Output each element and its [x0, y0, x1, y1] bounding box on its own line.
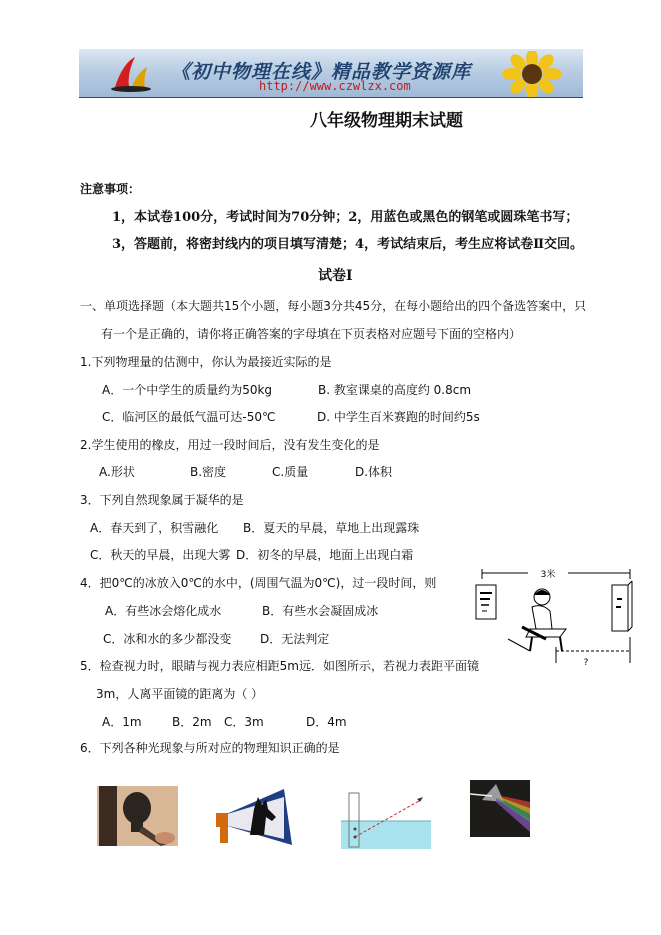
banner-url[interactable]: http://www.czwlzx.com — [259, 79, 411, 93]
question-5-option-d: D．4m — [306, 715, 347, 729]
question-5-stem-cont: 3m，人离平面镜的距离为（ ） — [96, 687, 264, 701]
question-3-option-d: D．初冬的早晨，地面上出现白霜 — [236, 548, 414, 562]
question-5-option-c: C．3m — [224, 715, 264, 729]
question-5-stem: 5．检查视力时，眼睛与视力表应相距5m远．如图所示，若视力表距平面镜 — [80, 659, 479, 673]
question-1-option-c: C．临河区的最低气温可达-50℃ — [102, 410, 276, 424]
question-2-option-b: B.密度 — [190, 465, 227, 479]
figure-bottom-label: ? — [583, 658, 589, 668]
page-title: 八年级物理期末试题 — [310, 111, 463, 131]
logo-icon — [109, 53, 153, 93]
question-1-option-d: D. 中学生百米赛跑的时间约5s — [317, 410, 480, 424]
question-4-option-b: B．有些水会凝固成冰 — [262, 604, 379, 618]
paper-label: 试卷Ⅰ — [318, 268, 353, 284]
question-3-option-c: C．秋天的早晨，出现大雾 — [90, 548, 231, 562]
question-3-option-b: B．夏天的早晨，草地上出现露珠 — [243, 521, 420, 535]
question-5-option-a: A．1m — [102, 715, 142, 729]
prism-dispersion-image — [470, 780, 530, 837]
question-2-stem: 2.学生使用的橡皮，用过一段时间后，没有发生变化的是 — [80, 438, 380, 452]
header-banner — [79, 49, 583, 97]
section-instructions-1: 一、单项选择题（本大题共15个小题，每小题3分共45分，在每小题给出的四个备选答案中，只 — [80, 299, 587, 313]
banner-title: 《初中物理在线》精品教学资源库 — [171, 61, 472, 83]
question-1-stem: 1.下列物理量的估测中，你认为最接近实际的是 — [80, 355, 332, 369]
hand-shadow-image — [214, 787, 294, 847]
sunflower-icon — [497, 51, 567, 97]
notes-line-2: 3，答题前，将密封线内的项目填写清楚；4，考试结束后，考生应将试卷Ⅱ交回。 — [112, 237, 584, 252]
question-4-option-c: C．冰和水的多少都没变 — [103, 632, 232, 646]
question-3-stem: 3．下列自然现象属于凝华的是 — [80, 493, 244, 507]
question-3-option-a: A．春天到了，积雪融化 — [90, 521, 219, 535]
notes-heading: 注意事项： — [80, 182, 141, 196]
section-instructions-2: 有一个是正确的，请你将正确答案的字母填在下页表格对应题号下面的空格内） — [101, 327, 522, 341]
eye-test-figure — [470, 567, 640, 672]
question-5-option-b: B．2m — [172, 715, 212, 729]
question-2-option-d: D.体积 — [355, 465, 393, 479]
question-4-stem: 4．把0℃的冰放入0℃的水中，(周围气温为0℃)，过一段时间，则 — [80, 576, 437, 590]
question-2-option-c: C.质量 — [272, 465, 309, 479]
question-6-stem: 6．下列各种光现象与所对应的物理知识正确的是 — [80, 741, 340, 755]
figure-top-label: 3米 — [540, 570, 556, 580]
shadow-portrait-image — [97, 786, 178, 846]
refraction-diagram-image — [341, 791, 431, 849]
question-4-option-d: D．无法判定 — [260, 632, 330, 646]
notes-line-1: 1，本试卷100分，考试时间为70分钟；2，用蓝色或黑色的钢笔或圆珠笔书写； — [112, 210, 579, 225]
question-1-option-b: B. 教室课桌的高度约 0.8cm — [318, 383, 472, 397]
question-4-option-a: A．有些冰会熔化成水 — [105, 604, 222, 618]
question-1-option-a: A．一个中学生的质量约为50kg — [102, 383, 273, 397]
question-2-option-a: A.形状 — [99, 465, 135, 479]
header-rule — [79, 97, 583, 98]
